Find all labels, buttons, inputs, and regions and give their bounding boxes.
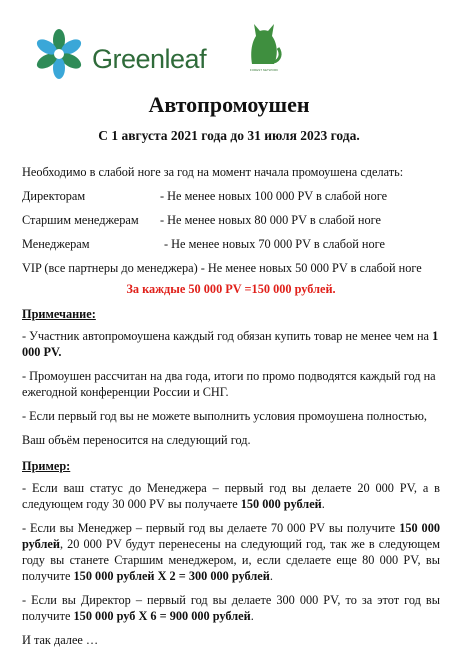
- example-bold: 150 000 рублей: [240, 497, 322, 511]
- requirement-label: Менеджерам: [22, 237, 90, 251]
- note-heading: Примечание:: [22, 307, 96, 321]
- greenleaf-logo: [30, 28, 210, 80]
- example-text-mid: , 20 000 PV будут перенесены на следующий год, так же в следующем году вы станете Старшим менеджером, и, если сделаете еще 80 000 PV, вы получите: [22, 537, 440, 583]
- page-title: Автопромоушен: [148, 92, 310, 117]
- cat-icon: [244, 18, 284, 66]
- logo-text: Greenleaf: [92, 44, 207, 74]
- example-text-end: .: [321, 497, 325, 511]
- leaf-flower-icon: [30, 28, 88, 80]
- closing-text: И так далее …: [22, 633, 99, 647]
- document-body: [22, 164, 440, 648]
- requirement-value: - Не менее новых 100 000 PV в слабой ноге: [160, 189, 388, 203]
- requirement-vip: VIP (все партнеры до менеджера) - Не менее новых 50 000 PV в слабой ноге: [22, 261, 422, 275]
- requirement-senior-managers: [22, 212, 440, 228]
- example-bold: 150 000 руб Х 6 = 900 000 рублей: [73, 609, 251, 623]
- example-text: - Если вы Директор – первый год вы делаете 300 000 PV, то за этот год вы получите: [22, 593, 440, 623]
- example-text: - Если ваш статус до Менеджера – первый год вы делаете 20 000 PV, а в следующем году 30 000 PV вы получаете: [22, 481, 440, 511]
- cat-logo: [244, 18, 284, 78]
- requirement-label: Старшим менеджерам: [22, 213, 139, 227]
- example-paragraph-3: [22, 592, 440, 624]
- example-text-end: .: [269, 569, 273, 583]
- example-bold-2: 150 000 рублей Х 2 = 300 000 рублей: [73, 569, 270, 583]
- example-text-end: .: [250, 609, 254, 623]
- date-range: С 1 августа 2021 года до 31 июля 2023 года.: [98, 128, 360, 143]
- reward-highlight: За каждые 50 000 PV =150 000 рублей.: [126, 282, 336, 296]
- note-bold: 1 000 PV.: [22, 329, 439, 359]
- note-paragraph-3: - Если первый год вы не можете выполнить условия промоушена полностью,: [22, 409, 428, 423]
- requirement-managers: [22, 236, 440, 252]
- note-text: - Участник автопромоушена каждый год обязан купить товар не менее чем на: [22, 329, 433, 343]
- example-bold: 150 000 рублей: [22, 521, 440, 551]
- example-paragraph-2: [22, 520, 440, 584]
- requirement-value: - Не менее новых 70 000 PV в слабой ноге: [164, 237, 385, 251]
- requirement-value: - Не менее новых 80 000 PV в слабой ноге: [160, 213, 381, 227]
- header: [0, 0, 458, 90]
- intro-text: Необходимо в слабой ноге за год на момент начала промоушена сделать:: [22, 165, 404, 179]
- note-paragraph-4: Ваш объём переносится на следующий год.: [22, 433, 251, 447]
- example-text: - Если вы Менеджер – первый год вы делаете 70 000 PV вы получите: [22, 521, 400, 535]
- note-paragraph-1: [22, 328, 440, 360]
- example-heading: Пример:: [22, 459, 71, 473]
- cat-caption: FOREST NETWORK: [249, 68, 279, 72]
- requirement-label: Директорам: [22, 189, 86, 203]
- example-paragraph-1: [22, 480, 440, 512]
- note-paragraph-2: - Промоушен рассчитан на два года, итоги по промо подводятся каждый год на ежегодной конференции России и СНГ.: [22, 369, 436, 399]
- requirement-directors: [22, 188, 440, 204]
